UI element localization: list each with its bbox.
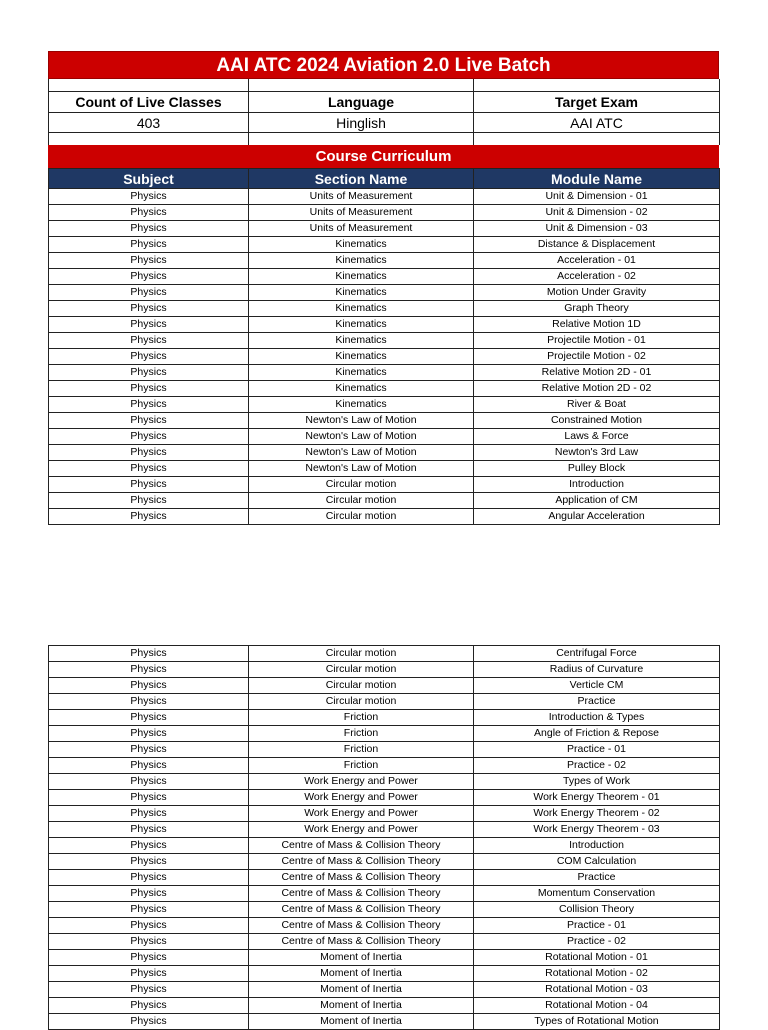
subject-cell: Physics bbox=[49, 413, 249, 429]
module-cell: Newton's 3rd Law bbox=[474, 445, 720, 461]
module-cell: Angular Acceleration bbox=[474, 509, 720, 525]
target-exam-header: Target Exam bbox=[474, 92, 720, 113]
section-cell: Kinematics bbox=[249, 285, 474, 301]
subject-cell: Physics bbox=[49, 285, 249, 301]
subject-cell: Physics bbox=[49, 998, 249, 1014]
subject-cell: Physics bbox=[49, 445, 249, 461]
live-classes-header: Count of Live Classes bbox=[49, 92, 249, 113]
module-cell: Introduction & Types bbox=[474, 710, 720, 726]
module-cell: Practice - 02 bbox=[474, 934, 720, 950]
module-cell: Practice bbox=[474, 694, 720, 710]
table-row bbox=[49, 205, 720, 221]
subject-cell: Physics bbox=[49, 950, 249, 966]
table-row bbox=[49, 726, 720, 742]
language-value: Hinglish bbox=[249, 113, 474, 133]
section-cell: Work Energy and Power bbox=[249, 806, 474, 822]
section-cell: Newton's Law of Motion bbox=[249, 445, 474, 461]
table-row bbox=[49, 381, 720, 397]
section-cell: Units of Measurement bbox=[249, 221, 474, 237]
module-cell: Unit & Dimension - 01 bbox=[474, 189, 720, 205]
module-cell: Work Energy Theorem - 02 bbox=[474, 806, 720, 822]
module-cell: Angle of Friction & Repose bbox=[474, 726, 720, 742]
table-row bbox=[49, 694, 720, 710]
table-row bbox=[49, 429, 720, 445]
module-cell: River & Boat bbox=[474, 397, 720, 413]
table-row bbox=[49, 317, 720, 333]
table-row bbox=[49, 397, 720, 413]
subject-cell: Physics bbox=[49, 301, 249, 317]
table-row bbox=[49, 662, 720, 678]
subject-cell: Physics bbox=[49, 918, 249, 934]
table-row bbox=[49, 790, 720, 806]
batch-info-table bbox=[48, 79, 720, 145]
section-cell: Kinematics bbox=[249, 333, 474, 349]
section-cell: Moment of Inertia bbox=[249, 1014, 474, 1030]
section-cell: Circular motion bbox=[249, 662, 474, 678]
table-row bbox=[49, 365, 720, 381]
table-row bbox=[49, 774, 720, 790]
subject-cell: Physics bbox=[49, 221, 249, 237]
subject-cell: Physics bbox=[49, 966, 249, 982]
subject-cell: Physics bbox=[49, 333, 249, 349]
module-cell: Projectile Motion - 02 bbox=[474, 349, 720, 365]
section-cell: Moment of Inertia bbox=[249, 966, 474, 982]
section-cell: Work Energy and Power bbox=[249, 790, 474, 806]
module-cell: Projectile Motion - 01 bbox=[474, 333, 720, 349]
subject-cell: Physics bbox=[49, 822, 249, 838]
module-cell: Relative Motion 2D - 02 bbox=[474, 381, 720, 397]
curriculum-rows-page-2 bbox=[49, 646, 720, 1030]
section-cell: Kinematics bbox=[249, 269, 474, 285]
subject-cell: Physics bbox=[49, 493, 249, 509]
section-cell: Kinematics bbox=[249, 365, 474, 381]
module-cell: Acceleration - 01 bbox=[474, 253, 720, 269]
table-row bbox=[49, 854, 720, 870]
subject-cell: Physics bbox=[49, 854, 249, 870]
subject-column-header: Subject bbox=[49, 169, 249, 189]
table-row bbox=[49, 982, 720, 998]
table-row bbox=[49, 678, 720, 694]
module-cell: Practice - 01 bbox=[474, 742, 720, 758]
table-row bbox=[49, 253, 720, 269]
subject-cell: Physics bbox=[49, 269, 249, 285]
section-cell: Moment of Inertia bbox=[249, 950, 474, 966]
table-row bbox=[49, 806, 720, 822]
table-row bbox=[49, 413, 720, 429]
table-row bbox=[49, 477, 720, 493]
subject-cell: Physics bbox=[49, 429, 249, 445]
section-cell: Centre of Mass & Collision Theory bbox=[249, 870, 474, 886]
module-cell: Work Energy Theorem - 01 bbox=[474, 790, 720, 806]
section-cell: Centre of Mass & Collision Theory bbox=[249, 934, 474, 950]
subject-cell: Physics bbox=[49, 397, 249, 413]
module-cell: Momentum Conservation bbox=[474, 886, 720, 902]
section-cell: Kinematics bbox=[249, 381, 474, 397]
module-column-header: Module Name bbox=[474, 169, 720, 189]
table-row bbox=[49, 934, 720, 950]
section-cell: Circular motion bbox=[249, 646, 474, 662]
module-cell: Rotational Motion - 03 bbox=[474, 982, 720, 998]
subject-cell: Physics bbox=[49, 806, 249, 822]
module-cell: Constrained Motion bbox=[474, 413, 720, 429]
subject-cell: Physics bbox=[49, 253, 249, 269]
table-row bbox=[49, 918, 720, 934]
subject-cell: Physics bbox=[49, 662, 249, 678]
module-cell: Centrifugal Force bbox=[474, 646, 720, 662]
subject-cell: Physics bbox=[49, 1014, 249, 1030]
subject-cell: Physics bbox=[49, 678, 249, 694]
table-row bbox=[49, 269, 720, 285]
table-row bbox=[49, 509, 720, 525]
section-cell: Moment of Inertia bbox=[249, 982, 474, 998]
table-row bbox=[49, 758, 720, 774]
table-row bbox=[49, 189, 720, 205]
subject-cell: Physics bbox=[49, 774, 249, 790]
table-row bbox=[49, 886, 720, 902]
section-cell: Work Energy and Power bbox=[249, 774, 474, 790]
subject-cell: Physics bbox=[49, 189, 249, 205]
subject-cell: Physics bbox=[49, 758, 249, 774]
table-row bbox=[49, 822, 720, 838]
subject-cell: Physics bbox=[49, 365, 249, 381]
subject-cell: Physics bbox=[49, 934, 249, 950]
module-cell: Rotational Motion - 04 bbox=[474, 998, 720, 1014]
module-cell: Relative Motion 2D - 01 bbox=[474, 365, 720, 381]
table-row bbox=[49, 237, 720, 253]
curriculum-table-page-2 bbox=[48, 645, 720, 1030]
module-cell: Acceleration - 02 bbox=[474, 269, 720, 285]
section-cell: Units of Measurement bbox=[249, 189, 474, 205]
module-cell: Collision Theory bbox=[474, 902, 720, 918]
subject-cell: Physics bbox=[49, 886, 249, 902]
subject-cell: Physics bbox=[49, 742, 249, 758]
section-cell: Work Energy and Power bbox=[249, 822, 474, 838]
subject-cell: Physics bbox=[49, 710, 249, 726]
module-cell: Practice - 01 bbox=[474, 918, 720, 934]
target-exam-value: AAI ATC bbox=[474, 113, 720, 133]
section-cell: Kinematics bbox=[249, 397, 474, 413]
curriculum-title: Course Curriculum bbox=[48, 145, 719, 168]
module-cell: Practice bbox=[474, 870, 720, 886]
module-cell: Graph Theory bbox=[474, 301, 720, 317]
module-cell: Verticle CM bbox=[474, 678, 720, 694]
module-cell: Distance & Displacement bbox=[474, 237, 720, 253]
subject-cell: Physics bbox=[49, 838, 249, 854]
section-cell: Circular motion bbox=[249, 493, 474, 509]
section-cell: Newton's Law of Motion bbox=[249, 429, 474, 445]
subject-cell: Physics bbox=[49, 790, 249, 806]
module-cell: Practice - 02 bbox=[474, 758, 720, 774]
module-cell: Work Energy Theorem - 03 bbox=[474, 822, 720, 838]
batch-title: AAI ATC 2024 Aviation 2.0 Live Batch bbox=[48, 51, 719, 79]
table-row bbox=[49, 742, 720, 758]
subject-cell: Physics bbox=[49, 726, 249, 742]
subject-cell: Physics bbox=[49, 349, 249, 365]
subject-cell: Physics bbox=[49, 237, 249, 253]
subject-cell: Physics bbox=[49, 902, 249, 918]
section-cell: Units of Measurement bbox=[249, 205, 474, 221]
section-column-header: Section Name bbox=[249, 169, 474, 189]
section-cell: Newton's Law of Motion bbox=[249, 461, 474, 477]
table-row bbox=[49, 870, 720, 886]
language-header: Language bbox=[249, 92, 474, 113]
subject-cell: Physics bbox=[49, 317, 249, 333]
section-cell: Circular motion bbox=[249, 509, 474, 525]
section-cell: Centre of Mass & Collision Theory bbox=[249, 918, 474, 934]
module-cell: Unit & Dimension - 02 bbox=[474, 205, 720, 221]
section-cell: Friction bbox=[249, 758, 474, 774]
table-row bbox=[49, 998, 720, 1014]
module-cell: Introduction bbox=[474, 838, 720, 854]
subject-cell: Physics bbox=[49, 509, 249, 525]
section-cell: Centre of Mass & Collision Theory bbox=[249, 854, 474, 870]
table-row bbox=[49, 710, 720, 726]
section-cell: Kinematics bbox=[249, 349, 474, 365]
table-row bbox=[49, 1014, 720, 1030]
table-row bbox=[49, 461, 720, 477]
curriculum-sheet-page-2 bbox=[48, 645, 719, 1030]
module-cell: Introduction bbox=[474, 477, 720, 493]
section-cell: Centre of Mass & Collision Theory bbox=[249, 886, 474, 902]
module-cell: Application of CM bbox=[474, 493, 720, 509]
section-cell: Kinematics bbox=[249, 253, 474, 269]
module-cell: Pulley Block bbox=[474, 461, 720, 477]
curriculum-table-page-1 bbox=[48, 168, 720, 525]
module-cell: Rotational Motion - 02 bbox=[474, 966, 720, 982]
subject-cell: Physics bbox=[49, 477, 249, 493]
subject-cell: Physics bbox=[49, 694, 249, 710]
module-cell: Types of Rotational Motion bbox=[474, 1014, 720, 1030]
section-cell: Circular motion bbox=[249, 477, 474, 493]
subject-cell: Physics bbox=[49, 982, 249, 998]
table-row bbox=[49, 950, 720, 966]
section-cell: Centre of Mass & Collision Theory bbox=[249, 838, 474, 854]
section-cell: Kinematics bbox=[249, 237, 474, 253]
module-cell: Rotational Motion - 01 bbox=[474, 950, 720, 966]
section-cell: Friction bbox=[249, 742, 474, 758]
live-classes-value: 403 bbox=[49, 113, 249, 133]
table-row bbox=[49, 333, 720, 349]
module-cell: Types of Work bbox=[474, 774, 720, 790]
table-row bbox=[49, 838, 720, 854]
curriculum-sheet-page-1 bbox=[48, 51, 719, 525]
module-cell: Relative Motion 1D bbox=[474, 317, 720, 333]
section-cell: Circular motion bbox=[249, 678, 474, 694]
section-cell: Moment of Inertia bbox=[249, 998, 474, 1014]
module-cell: Unit & Dimension - 03 bbox=[474, 221, 720, 237]
section-cell: Newton's Law of Motion bbox=[249, 413, 474, 429]
subject-cell: Physics bbox=[49, 870, 249, 886]
subject-cell: Physics bbox=[49, 381, 249, 397]
table-row bbox=[49, 902, 720, 918]
subject-cell: Physics bbox=[49, 646, 249, 662]
table-row bbox=[49, 349, 720, 365]
section-cell: Circular motion bbox=[249, 694, 474, 710]
section-cell: Friction bbox=[249, 726, 474, 742]
section-cell: Kinematics bbox=[249, 317, 474, 333]
section-cell: Kinematics bbox=[249, 301, 474, 317]
module-cell: COM Calculation bbox=[474, 854, 720, 870]
section-cell: Friction bbox=[249, 710, 474, 726]
table-row bbox=[49, 221, 720, 237]
table-row bbox=[49, 493, 720, 509]
table-row bbox=[49, 301, 720, 317]
module-cell: Motion Under Gravity bbox=[474, 285, 720, 301]
table-row bbox=[49, 646, 720, 662]
table-row bbox=[49, 445, 720, 461]
subject-cell: Physics bbox=[49, 205, 249, 221]
module-cell: Radius of Curvature bbox=[474, 662, 720, 678]
section-cell: Centre of Mass & Collision Theory bbox=[249, 902, 474, 918]
module-cell: Laws & Force bbox=[474, 429, 720, 445]
table-row bbox=[49, 966, 720, 982]
table-row bbox=[49, 285, 720, 301]
subject-cell: Physics bbox=[49, 461, 249, 477]
curriculum-rows-page-1 bbox=[49, 189, 720, 525]
